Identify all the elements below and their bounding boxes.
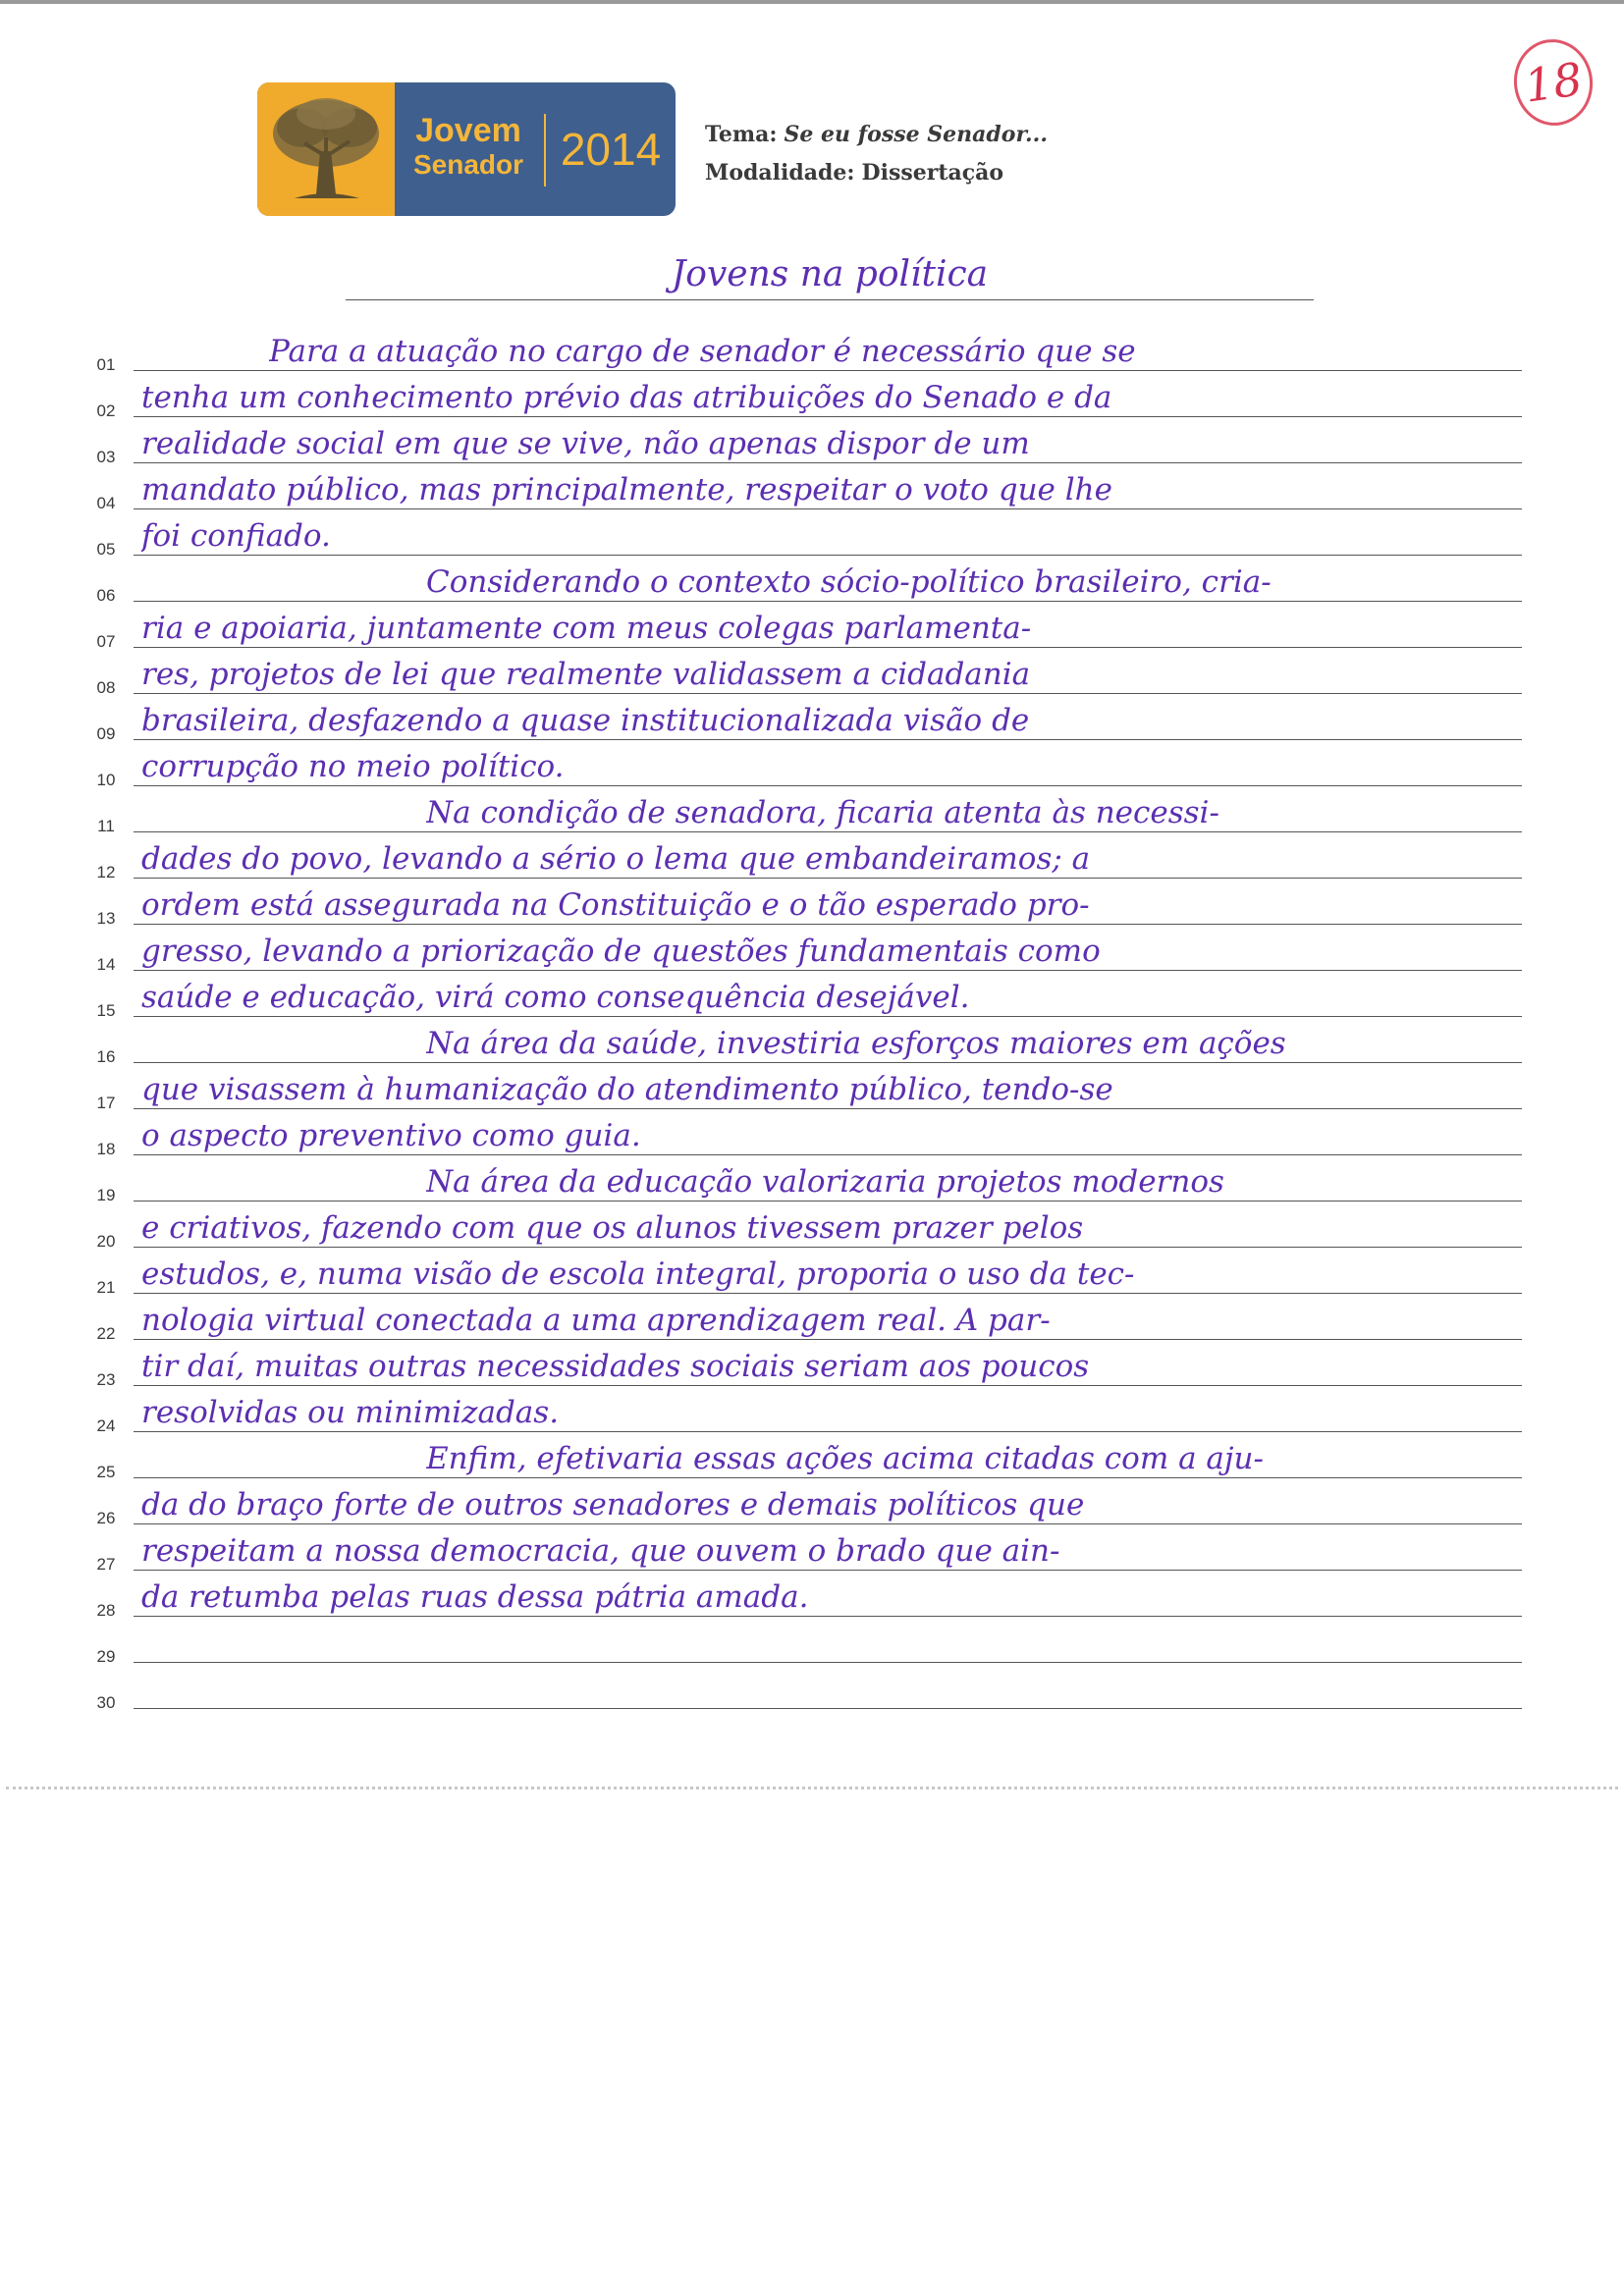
essay-line	[0, 1667, 1624, 1713]
line-number: 26	[96, 1509, 116, 1527]
line-number: 16	[96, 1047, 116, 1066]
handwritten-text: da retumba pelas ruas dessa pátria amada.	[141, 1579, 809, 1615]
handwritten-text: res, projetos de lei que realmente validassem a cidadania	[141, 657, 1031, 692]
line-number: 04	[96, 494, 116, 512]
line-number: 12	[96, 863, 116, 881]
line-number: 21	[96, 1278, 116, 1297]
line-number: 22	[96, 1324, 116, 1343]
tema-label: Tema:	[705, 122, 778, 147]
handwritten-text: que visassem à humanização do atendimento público, tendo-se	[141, 1072, 1113, 1107]
essay-line	[0, 375, 1624, 421]
line-number: 18	[96, 1140, 116, 1158]
line-number: 24	[96, 1416, 116, 1435]
essay-line	[0, 1252, 1624, 1298]
handwritten-text: respeitam a nossa democracia, que ouvem o brado que ain-	[141, 1533, 1060, 1569]
handwritten-text: da do braço forte de outros senadores e demais políticos que	[141, 1487, 1085, 1522]
ruled-line	[134, 1662, 1522, 1663]
line-number: 30	[96, 1693, 116, 1712]
line-number: 28	[96, 1601, 116, 1620]
essay-line	[0, 1205, 1624, 1252]
line-number: 14	[96, 955, 116, 974]
handwritten-text: mandato público, mas principalmente, respeitar o voto que lhe	[141, 472, 1112, 507]
line-number: 03	[96, 448, 116, 466]
handwritten-text: Enfim, efetivaria essas ações acima citadas com a aju-	[426, 1441, 1264, 1476]
line-number: 10	[96, 771, 116, 789]
title-rule	[346, 299, 1314, 300]
handwritten-text: realidade social em que se vive, não apenas dispor de um	[141, 426, 1030, 461]
essay-line	[0, 882, 1624, 929]
line-number: 11	[97, 817, 115, 835]
essay-line	[0, 1390, 1624, 1436]
line-number: 08	[96, 678, 116, 697]
essay-line	[0, 744, 1624, 790]
essay-title: Jovens na política	[671, 254, 989, 294]
handwritten-text: corrupção no meio político.	[141, 749, 565, 784]
handwritten-text: tenha um conhecimento prévio das atribuições do Senado e da	[141, 380, 1112, 415]
tema-value: Se eu fosse Senador...	[784, 122, 1049, 147]
line-number: 17	[96, 1094, 116, 1112]
essay-line	[0, 1621, 1624, 1667]
modalidade-value: Dissertação	[861, 160, 1004, 186]
line-number: 29	[96, 1647, 116, 1666]
handwritten-text: brasileira, desfazendo a quase institucionalizada visão de	[141, 703, 1030, 738]
essay-line	[0, 421, 1624, 467]
handwritten-text: foi confiado.	[141, 518, 331, 554]
jovem-senador-logo	[257, 82, 676, 216]
line-number: 15	[96, 1001, 116, 1020]
essay-line	[0, 652, 1624, 698]
essay-line	[0, 1528, 1624, 1575]
line-number: 13	[96, 909, 116, 928]
line-number: 01	[96, 355, 116, 374]
handwritten-text: Na condição de senadora, ficaria atenta às necessi-	[426, 795, 1219, 830]
essay-line	[0, 606, 1624, 652]
dotted-separator	[6, 1787, 1618, 1789]
line-number: 06	[96, 586, 116, 605]
handwritten-text: Para a atuação no cargo de senador é necessário que se	[269, 334, 1136, 369]
handwritten-text: nologia virtual conectada a uma aprendizagem real. A par-	[141, 1303, 1051, 1338]
essay-line	[0, 513, 1624, 560]
page-top-edge	[0, 0, 1624, 4]
handwritten-text: e criativos, fazendo com que os alunos tivessem prazer pelos	[141, 1210, 1084, 1246]
essay-line	[0, 1159, 1624, 1205]
logo-brand-text	[405, 114, 532, 179]
handwritten-text: o aspecto preventivo como guia.	[141, 1118, 641, 1153]
essay-line	[0, 836, 1624, 882]
essay-line	[0, 560, 1624, 606]
logo-brand-line1: Jovem	[415, 112, 521, 149]
tree-icon	[257, 82, 395, 216]
essay-line	[0, 467, 1624, 513]
handwritten-text: saúde e educação, virá como consequência desejável.	[141, 980, 970, 1015]
handwritten-text: Considerando o contexto sócio-político brasileiro, cria-	[426, 564, 1272, 600]
line-number: 23	[96, 1370, 116, 1389]
essay-line	[0, 1067, 1624, 1113]
essay-line	[0, 1482, 1624, 1528]
line-number: 07	[96, 632, 116, 651]
tema-row	[705, 116, 1048, 154]
essay-line	[0, 790, 1624, 836]
essay-line	[0, 929, 1624, 975]
handwritten-text: ria e apoiaria, juntamente com meus colegas parlamenta-	[141, 611, 1032, 646]
handwritten-text: gresso, levando a priorização de questões fundamentais como	[141, 934, 1101, 969]
line-number: 20	[96, 1232, 116, 1251]
essay-line	[0, 329, 1624, 375]
handwritten-text: ordem está assegurada na Constituição e o tão esperado pro-	[141, 887, 1090, 923]
essay-line	[0, 1298, 1624, 1344]
essay-meta	[705, 116, 1048, 192]
handwritten-text: Na área da saúde, investiria esforços maiores em ações	[426, 1026, 1286, 1061]
handwritten-text: resolvidas ou minimizadas.	[141, 1395, 560, 1430]
line-number: 02	[96, 401, 116, 420]
essay-line	[0, 975, 1624, 1021]
essay-line	[0, 698, 1624, 744]
line-number: 19	[96, 1186, 116, 1204]
handwritten-text: dades do povo, levando a sério o lema que embandeiramos; a	[141, 841, 1091, 877]
line-number: 09	[96, 724, 116, 743]
logo-year: 2014	[560, 124, 662, 175]
handwritten-text: Na área da educação valorizaria projetos modernos	[426, 1164, 1224, 1200]
logo-separator	[544, 114, 546, 187]
page-number: 18	[1508, 34, 1597, 131]
line-number: 25	[96, 1463, 116, 1481]
essay-line	[0, 1113, 1624, 1159]
logo-brand-line2: Senador	[412, 149, 524, 180]
essay-line	[0, 1575, 1624, 1621]
handwritten-text: estudos, e, numa visão de escola integral, proporia o uso da tec-	[141, 1256, 1135, 1292]
line-number: 27	[96, 1555, 116, 1574]
modalidade-row	[705, 154, 1048, 192]
ruled-line	[134, 1708, 1522, 1709]
essay-line	[0, 1021, 1624, 1067]
essay-line	[0, 1436, 1624, 1482]
modalidade-label: Modalidade:	[705, 160, 855, 186]
line-number: 05	[96, 540, 116, 559]
essay-line	[0, 1344, 1624, 1390]
handwritten-text: tir daí, muitas outras necessidades sociais seriam aos poucos	[141, 1349, 1090, 1384]
